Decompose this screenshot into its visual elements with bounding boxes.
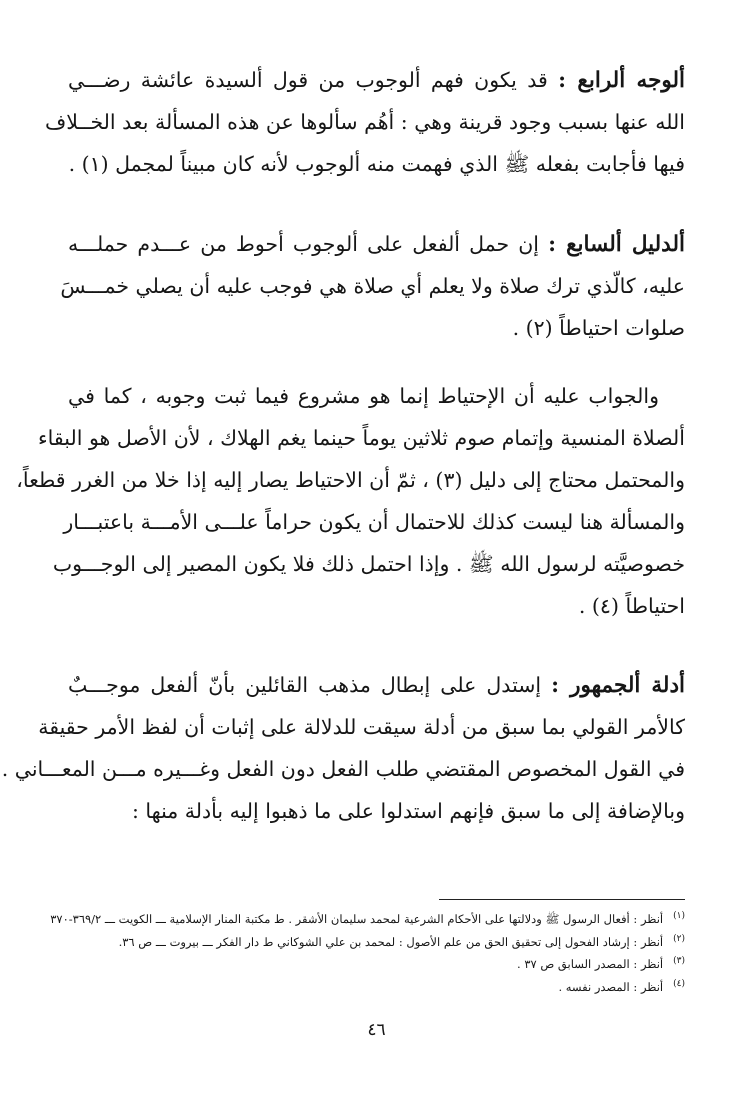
footnote: $^{(٣)}$أنظر : المصدر السابق ص ٣٧ . — [517, 956, 685, 971]
paragraph-response — [16, 375, 685, 627]
paragraph-seventh-evidence — [60, 223, 685, 349]
paragraph-heading: ألدليل ألسابع : — [548, 232, 685, 257]
text-line: والمسألة هنا ليست كذلك للاحتمال أن يكون حراماً علـــى الأمـــة باعتبـــار — [63, 510, 685, 534]
paragraph-heading: أدلة ألجمهور : — [551, 673, 685, 698]
text-line: والمحتمل محتاج إلى دليل (٣) ، ثمّ أن الاحتياط يصار إليه إذا خلا من الغرر قطعاً، — [16, 468, 685, 492]
text-line: الله عنها بسبب وجود قرينة وهي : أهُم سألوها عن هذه المسألة بعد الخــلاف — [44, 110, 685, 134]
footnotes — [50, 905, 685, 995]
page-number: ٤٦ — [367, 1020, 386, 1040]
text-line: صلوات احتياطاً (٢) . — [512, 316, 685, 340]
text-line: ألصلاة المنسية وإتمام صوم ثلاثين يوماً حينما يغم الهلاك ، لأن الأصل هو البقاء — [38, 426, 685, 450]
text-line: والجواب عليه أن الإحتياط إنما هو مشروع فيما ثبت وجوبه ، كما في — [68, 384, 659, 408]
text-line: عليه، كالّذي ترك صلاة ولا يعلم أي صلاة هي فوجب عليه أن يصلي خمـــسَ — [60, 274, 685, 298]
text-line: أدلة ألجمهور : إستدل على إبطال مذهب القائلين بأنّ ألفعل موجـــبٌ — [68, 673, 685, 698]
footnote-separator — [439, 899, 685, 900]
text-line: ألوجه ألرابع : قد يكون فهم ألوجوب من قول ألسيدة عائشة رضـــي — [68, 68, 685, 93]
text-line: كالأمر القولي بما سبق من أدلة سيقت للدلالة على إثبات أن لفظ الأمر حقيقة — [38, 715, 685, 739]
footnote: $^{(٢)}$أنظر : إرشاد الفحول إلى تحقيق الحق من علم الأصول : لمحمد بن علي الشوكاني ط دار الفكر ـــ بيروت ـــ ص ٣٦. — [118, 933, 685, 949]
text-line: في القول المخصوص المقتضي طلب الفعل دون الفعل وغـــيره مـــن المعـــاني . — [1, 757, 685, 781]
text-line: احتياطاً (٤) . — [578, 594, 685, 618]
text-line: فيها فأجابت بفعله ﷺ الذي فهمت منه ألوجوب لأنه كان مبيناً لمجمل (١) . — [68, 152, 685, 176]
text-line: وبالإضافة إلى ما سبق فإنهم استدلوا على ما ذهبوا إليه بأدلة منها : — [131, 799, 685, 823]
text-line: خصوصيَّته لرسول الله ﷺ . وإذا احتمل ذلك فلا يكون المصير إلى الوجـــوب — [52, 552, 685, 576]
footnote: $^{(٤)}$أنظر : المصدر نفسه . — [558, 978, 685, 994]
footnote: $^{(١)}$أنظر : أفعال الرسول ﷺ ودلالتها على الأحكام الشرعية لمحمد سليمان الأشقر . ط مكتبة المنار الإسلامية ـــ الكويت ـــ ٣٦٩/٢-٣٧٠ — [50, 911, 685, 926]
paragraph-majority-evidence — [1, 664, 685, 832]
paragraph-heading: ألوجه ألرابع : — [558, 68, 685, 93]
text-line: ألدليل ألسابع : إن حمل ألفعل على ألوجوب أحوط من عـــدم حملـــه — [68, 232, 685, 257]
paragraph-fourth-aspect — [44, 59, 685, 185]
